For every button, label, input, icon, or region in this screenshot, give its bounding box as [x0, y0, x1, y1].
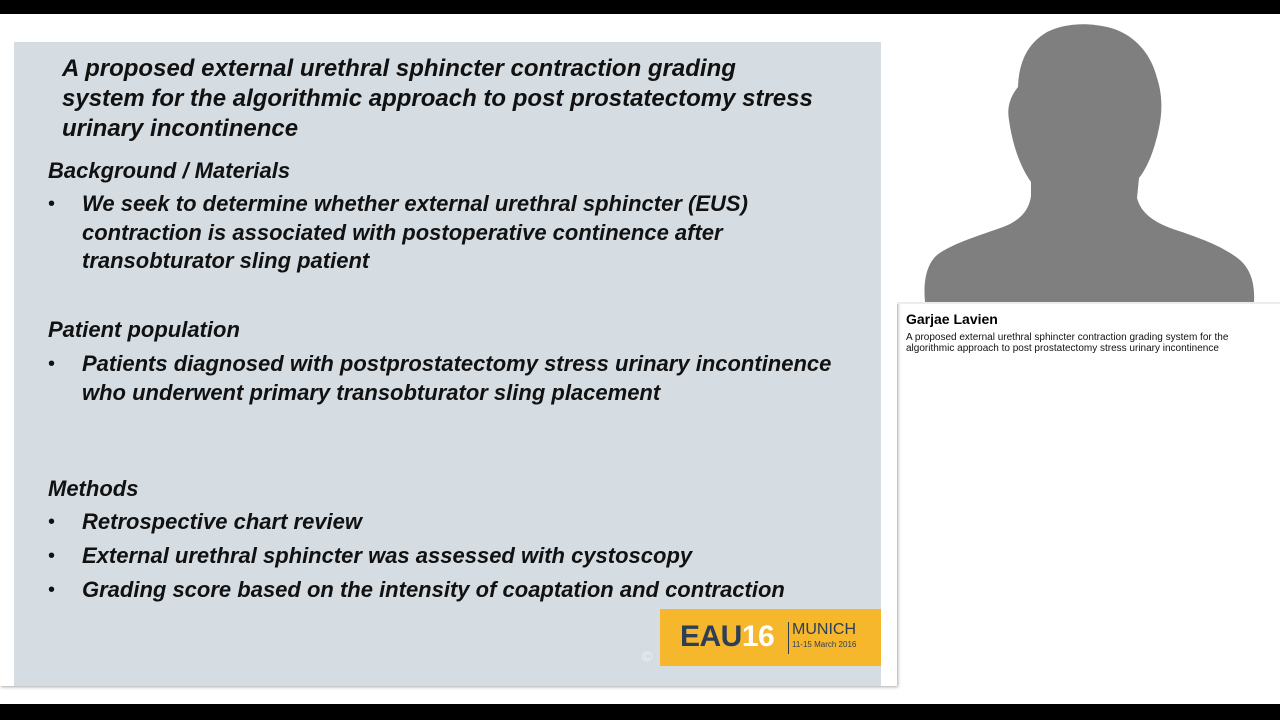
talk-title: A proposed external urethral sphincter contraction grading system for the algorithmic approach to post prostatectomy stress urinary incontinence [906, 332, 1229, 354]
section-heading-methods: Methods [48, 476, 139, 501]
bullet-glyph: • [48, 579, 56, 601]
bullet-item [48, 350, 858, 407]
bullet-list-background [48, 190, 858, 276]
bullet-text: We seek to determine whether external urethral sphincter (EUS) contraction is associated with postoperative continence after transobturator sling patient [82, 191, 748, 273]
copyright-mark: © [642, 648, 653, 664]
section-heading-patient-population: Patient population [48, 317, 240, 342]
congress-city: MUNICH [792, 621, 856, 638]
bullet-text: External urethral sphincter was assessed with cystoscopy [82, 543, 693, 568]
bullet-text: Patients diagnosed with postprostatectomy stress urinary incontinence who underwent primary transobturator sling placement [82, 351, 832, 405]
bullet-item [48, 542, 858, 571]
bullet-list-patient-population [48, 350, 858, 407]
section-heading-background: Background / Materials [48, 158, 291, 183]
speaker-name: Garjae Lavien [906, 311, 998, 327]
eau-logo-text: EAU [680, 620, 742, 653]
logo-divider [788, 622, 789, 654]
bullet-glyph: • [48, 545, 56, 567]
bullet-item [48, 508, 858, 537]
congress-dates: 11-15 March 2016 [792, 640, 857, 649]
eau16-munich-logo-banner [660, 609, 881, 666]
bullet-glyph: • [48, 353, 56, 375]
presentation-slide [14, 42, 881, 686]
slide-title: A proposed external urethral sphincter contraction grading system for the algorithmic approach to post prostatectomy stress urinary incontinence [62, 55, 813, 142]
slide-viewer [0, 14, 897, 686]
bullet-item [48, 190, 858, 276]
bullet-item [48, 576, 858, 605]
eau-logo-number: 16 [741, 620, 775, 653]
speaker-photo [897, 14, 1280, 302]
bullet-glyph: • [48, 511, 56, 533]
eau-logo [680, 620, 774, 654]
bullet-glyph: • [48, 193, 56, 215]
bullet-text: Retrospective chart review [82, 509, 363, 534]
person-silhouette-icon [897, 14, 1280, 302]
bullet-list-methods [48, 508, 858, 605]
top-letterbox-bar [0, 0, 1280, 14]
speaker-panel-divider [897, 302, 1280, 304]
bottom-letterbox-bar [0, 704, 1280, 720]
bullet-text: Grading score based on the intensity of coaptation and contraction [82, 577, 785, 602]
